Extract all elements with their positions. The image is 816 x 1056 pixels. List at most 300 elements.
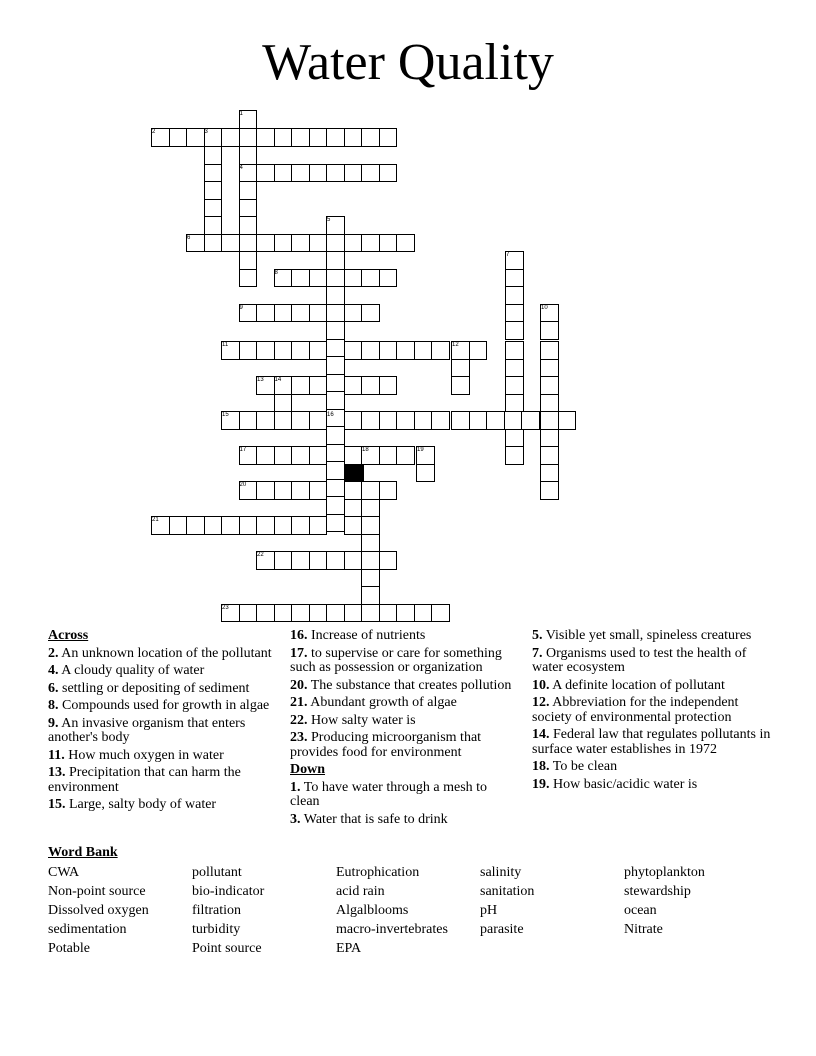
grid-cell[interactable] bbox=[186, 128, 205, 147]
grid-cell[interactable] bbox=[451, 359, 470, 378]
grid-cell[interactable] bbox=[239, 411, 258, 430]
grid-cell[interactable] bbox=[256, 341, 275, 360]
grid-cell[interactable] bbox=[309, 446, 328, 465]
grid-cell[interactable] bbox=[505, 304, 524, 323]
grid-cell[interactable] bbox=[274, 128, 293, 147]
grid-cell[interactable] bbox=[396, 341, 415, 360]
word-bank-item: turbidity bbox=[192, 922, 241, 937]
clue-num: 14. bbox=[532, 727, 550, 742]
word-bank-item: Non-point source bbox=[48, 884, 146, 899]
grid-cell[interactable] bbox=[431, 604, 450, 623]
grid-cell[interactable] bbox=[344, 446, 363, 465]
grid-cell[interactable] bbox=[256, 411, 275, 430]
word-bank-item: Eutrophication bbox=[336, 865, 420, 880]
grid-cell[interactable] bbox=[344, 516, 363, 535]
grid-cell[interactable] bbox=[344, 341, 363, 360]
clue-num: 9. bbox=[48, 715, 59, 731]
grid-cell[interactable] bbox=[396, 604, 415, 623]
grid-cell[interactable] bbox=[396, 234, 415, 253]
grid-cell[interactable] bbox=[505, 429, 524, 448]
grid-cell[interactable] bbox=[344, 481, 363, 500]
grid-cell[interactable] bbox=[505, 269, 524, 288]
clue-num: 18. bbox=[532, 759, 550, 774]
grid-cell[interactable] bbox=[361, 341, 380, 360]
grid-cell[interactable] bbox=[291, 304, 310, 323]
grid-cell[interactable] bbox=[379, 128, 398, 147]
clue-text: Compounds used for growth in algae bbox=[58, 698, 270, 713]
grid-cell[interactable] bbox=[274, 516, 293, 535]
grid-cell[interactable] bbox=[326, 391, 345, 410]
grid-cell[interactable] bbox=[309, 604, 328, 623]
word-bank-item: sedimentation bbox=[48, 922, 127, 937]
clue-number: 1 bbox=[239, 111, 243, 117]
grid-cell[interactable] bbox=[274, 164, 293, 183]
grid-cell[interactable] bbox=[204, 516, 223, 535]
word-bank-item: phytoplankton bbox=[624, 865, 705, 880]
across-clue bbox=[48, 682, 283, 697]
down-clue bbox=[532, 760, 772, 775]
grid-cell[interactable] bbox=[326, 304, 345, 323]
grid-cell[interactable] bbox=[274, 304, 293, 323]
clue-text: to supervise or care for something such as possession or organization bbox=[290, 645, 502, 675]
grid-cell[interactable] bbox=[344, 234, 363, 253]
grid-cell[interactable] bbox=[204, 146, 223, 165]
across-clue-list bbox=[48, 647, 283, 813]
grid-cell[interactable] bbox=[504, 411, 523, 430]
clue-text: The substance that creates pollution bbox=[307, 677, 512, 693]
clue-text: Producing microorganism that provides food for environment bbox=[290, 730, 482, 760]
grid-cell[interactable] bbox=[558, 411, 577, 430]
clue-num: 3. bbox=[290, 811, 301, 827]
clue-num: 20. bbox=[290, 677, 308, 693]
grid-cell[interactable] bbox=[291, 551, 310, 570]
grid-cell[interactable] bbox=[204, 216, 223, 235]
word-bank-item: filtration bbox=[192, 903, 241, 918]
across-clue bbox=[48, 798, 283, 813]
grid-cell[interactable] bbox=[239, 146, 258, 165]
grid-cell[interactable] bbox=[326, 551, 345, 570]
clue-num: 23. bbox=[290, 730, 308, 745]
grid-cell[interactable] bbox=[326, 604, 345, 623]
grid-cell[interactable] bbox=[239, 181, 258, 200]
across-clue bbox=[48, 664, 283, 679]
word-bank-item: CWA bbox=[48, 865, 80, 880]
grid-cell[interactable] bbox=[291, 481, 310, 500]
grid-cell[interactable] bbox=[396, 411, 415, 430]
word-bank-item: sanitation bbox=[480, 884, 535, 899]
grid-cell[interactable] bbox=[309, 551, 328, 570]
grid-cell[interactable] bbox=[361, 481, 380, 500]
across-clue bbox=[290, 647, 515, 676]
clue-number: 21 bbox=[152, 517, 159, 523]
word-bank-item: Nitrate bbox=[624, 922, 663, 937]
clue-num: 19. bbox=[532, 776, 550, 792]
down-clue bbox=[532, 778, 772, 793]
grid-cell[interactable] bbox=[274, 446, 293, 465]
clue-text: Federal law that regulates pollutants in surface water establishes in 1972 bbox=[532, 727, 771, 757]
grid-cell[interactable] bbox=[204, 199, 223, 218]
grid-cell[interactable] bbox=[309, 481, 328, 500]
grid-cell[interactable] bbox=[540, 359, 559, 378]
grid-cell[interactable] bbox=[540, 321, 559, 340]
grid-cell[interactable] bbox=[344, 604, 363, 623]
grid-cell[interactable] bbox=[256, 234, 275, 253]
grid-cell[interactable] bbox=[239, 604, 258, 623]
clue-number: 5 bbox=[327, 217, 331, 223]
word-bank-item: acid rain bbox=[336, 884, 385, 899]
clue-text: An unknown location of the pollutant bbox=[58, 645, 272, 661]
clue-number: 22 bbox=[257, 552, 264, 558]
clue-number: 4 bbox=[239, 164, 243, 171]
grid-cell[interactable] bbox=[344, 128, 363, 147]
grid-cell[interactable] bbox=[256, 128, 275, 147]
grid-cell[interactable] bbox=[379, 551, 398, 570]
grid-cell[interactable] bbox=[451, 376, 470, 395]
clue-number: 17 bbox=[239, 447, 247, 453]
grid-cell[interactable] bbox=[379, 481, 398, 500]
clue-number: 18 bbox=[362, 447, 369, 453]
grid-cell[interactable] bbox=[361, 516, 380, 535]
grid-cell[interactable] bbox=[291, 164, 310, 183]
grid-cell[interactable] bbox=[361, 534, 380, 553]
grid-cell[interactable] bbox=[361, 569, 380, 588]
grid-cell[interactable] bbox=[505, 321, 524, 340]
grid-cell[interactable] bbox=[431, 341, 450, 360]
grid-cell[interactable] bbox=[309, 516, 328, 535]
grid-cell[interactable] bbox=[239, 199, 258, 218]
grid-cell[interactable] bbox=[221, 234, 240, 253]
down-clue bbox=[532, 696, 772, 725]
grid-cell[interactable] bbox=[505, 341, 524, 360]
grid-cell[interactable] bbox=[326, 321, 345, 340]
grid-cell[interactable] bbox=[540, 394, 559, 413]
word-bank-item: pollutant bbox=[192, 865, 242, 880]
grid-cell[interactable] bbox=[239, 341, 258, 360]
word-bank-item: salinity bbox=[480, 865, 522, 880]
grid-cell[interactable] bbox=[204, 234, 223, 253]
grid-cell[interactable] bbox=[326, 426, 345, 445]
grid-cell[interactable] bbox=[540, 411, 559, 430]
grid-cell[interactable] bbox=[326, 164, 345, 183]
clue-number: 23 bbox=[222, 604, 229, 611]
clue-num: 6. bbox=[48, 680, 59, 696]
word-bank-item: Algalblooms bbox=[336, 903, 409, 918]
grid-cell[interactable] bbox=[379, 341, 398, 360]
grid-cell[interactable] bbox=[274, 604, 293, 623]
grid-cell[interactable] bbox=[256, 604, 275, 623]
clue-text: How salty water is bbox=[307, 712, 416, 728]
grid-cell[interactable] bbox=[291, 269, 310, 288]
clue-number: 7 bbox=[506, 252, 510, 258]
grid-cell[interactable] bbox=[291, 341, 310, 360]
clue-num: 5. bbox=[532, 628, 543, 643]
grid-cell[interactable] bbox=[291, 604, 310, 623]
down-clue bbox=[532, 629, 772, 644]
clue-text: Large, salty body of water bbox=[65, 797, 217, 812]
grid-cell[interactable] bbox=[309, 341, 328, 360]
word-bank-item: Dissolved oxygen bbox=[48, 903, 149, 918]
grid-cell[interactable] bbox=[326, 339, 345, 358]
grid-cell[interactable] bbox=[416, 464, 435, 483]
across-clue bbox=[290, 731, 515, 760]
grid-cell[interactable] bbox=[344, 411, 363, 430]
grid-cell[interactable] bbox=[309, 411, 328, 430]
grid-cell[interactable] bbox=[379, 411, 398, 430]
clue-number: 20 bbox=[239, 482, 247, 488]
clue-text: To have water through a mesh to clean bbox=[290, 779, 488, 809]
grid-cell[interactable] bbox=[309, 234, 328, 253]
grid-cell[interactable] bbox=[414, 341, 433, 360]
grid-cell[interactable] bbox=[256, 164, 275, 183]
grid-cell[interactable] bbox=[414, 411, 433, 430]
grid-cell[interactable] bbox=[239, 234, 258, 253]
grid-cell[interactable] bbox=[540, 341, 559, 360]
clue-text: Abbreviation for the independent society of environmental protection bbox=[532, 695, 739, 725]
grid-cell[interactable] bbox=[309, 269, 328, 288]
grid-cell[interactable] bbox=[326, 514, 345, 533]
word-bank-item: pH bbox=[480, 903, 498, 918]
grid-cell[interactable] bbox=[451, 411, 470, 430]
grid-cell[interactable] bbox=[361, 376, 380, 395]
grid-cell[interactable] bbox=[361, 164, 380, 183]
clue-text: A definite location of pollutant bbox=[549, 677, 725, 693]
grid-cell[interactable] bbox=[326, 269, 345, 288]
clue-text: Precipitation that can harm the environment bbox=[48, 765, 241, 795]
down-clue-list-continued bbox=[532, 629, 772, 792]
grid-cell[interactable] bbox=[326, 286, 345, 305]
down-clue bbox=[532, 647, 772, 676]
grid-cell[interactable] bbox=[239, 216, 258, 235]
clues-column-right bbox=[532, 629, 772, 795]
clue-text: To be clean bbox=[549, 759, 618, 774]
clue-num: 13. bbox=[48, 765, 66, 780]
grid-cell[interactable] bbox=[344, 376, 363, 395]
grid-cell[interactable] bbox=[486, 411, 505, 430]
across-heading: Across bbox=[48, 628, 89, 643]
word-bank-item: ocean bbox=[624, 903, 657, 918]
word-bank-item: Potable bbox=[48, 941, 90, 956]
grid-cell[interactable] bbox=[505, 286, 524, 305]
down-clue bbox=[290, 813, 515, 828]
clue-num: 10. bbox=[532, 677, 550, 693]
clue-number: 6 bbox=[187, 234, 191, 241]
grid-cell[interactable] bbox=[169, 516, 188, 535]
grid-cell[interactable] bbox=[169, 128, 188, 147]
grid-cell[interactable] bbox=[239, 128, 258, 147]
grid-cell[interactable] bbox=[274, 341, 293, 360]
clue-number: 19 bbox=[417, 447, 424, 453]
clue-text: Water that is safe to drink bbox=[300, 811, 448, 827]
grid-cell[interactable] bbox=[361, 234, 380, 253]
grid-cell[interactable] bbox=[540, 481, 559, 500]
grid-cell[interactable] bbox=[431, 411, 450, 430]
clue-text: How basic/acidic water is bbox=[549, 776, 698, 792]
word-bank-item: parasite bbox=[480, 922, 524, 937]
grid-cell[interactable] bbox=[326, 251, 345, 270]
grid-cell[interactable] bbox=[291, 516, 310, 535]
grid-cell[interactable] bbox=[414, 604, 433, 623]
clue-text: Increase of nutrients bbox=[307, 628, 426, 643]
across-clue bbox=[48, 699, 283, 714]
grid-cell[interactable] bbox=[344, 551, 363, 570]
grid-cell[interactable] bbox=[540, 376, 559, 395]
grid-cell[interactable] bbox=[344, 304, 363, 323]
clue-number: 12 bbox=[452, 342, 459, 348]
grid-cell[interactable] bbox=[361, 128, 380, 147]
grid-cell[interactable] bbox=[361, 304, 380, 323]
clue-num: 12. bbox=[532, 695, 550, 710]
grid-cell[interactable] bbox=[291, 446, 310, 465]
grid-cell[interactable] bbox=[396, 446, 415, 465]
grid-cell[interactable] bbox=[540, 446, 559, 465]
page-title: Water Quality bbox=[262, 34, 554, 91]
clue-num: 11. bbox=[48, 747, 65, 763]
grid-cell[interactable] bbox=[309, 128, 328, 147]
grid-cell[interactable] bbox=[291, 376, 310, 395]
grid-cell[interactable] bbox=[274, 411, 293, 430]
clue-text: An invasive organism that enters another's body bbox=[48, 715, 246, 745]
grid-cell[interactable] bbox=[204, 164, 223, 183]
grid-cell[interactable] bbox=[309, 376, 328, 395]
clue-text: Organisms used to test the health of water ecosystem bbox=[532, 645, 747, 675]
grid-cell[interactable] bbox=[521, 411, 540, 430]
clue-num: 15. bbox=[48, 797, 66, 812]
grid-cell[interactable] bbox=[505, 359, 524, 378]
grid-cell[interactable] bbox=[361, 499, 380, 518]
grid-cell[interactable] bbox=[256, 446, 275, 465]
grid-cell[interactable] bbox=[291, 411, 310, 430]
down-clue bbox=[532, 728, 772, 757]
clue-text: Abundant growth of algae bbox=[307, 695, 457, 710]
grid-cell[interactable] bbox=[361, 551, 380, 570]
clue-number: 3 bbox=[204, 129, 208, 135]
grid-cell[interactable] bbox=[256, 481, 275, 500]
grid-cell[interactable] bbox=[326, 496, 345, 515]
clue-number: 9 bbox=[239, 304, 243, 311]
grid-cell[interactable] bbox=[505, 446, 524, 465]
clues-column-left bbox=[48, 629, 283, 816]
grid-cell[interactable] bbox=[239, 251, 258, 270]
clue-num: 1. bbox=[290, 779, 301, 795]
clue-num: 17. bbox=[290, 645, 308, 661]
clue-number: 10 bbox=[541, 304, 548, 311]
grid-cell[interactable] bbox=[291, 128, 310, 147]
word-bank-item: macro-invertebrates bbox=[336, 922, 448, 937]
clue-number: 15 bbox=[222, 412, 229, 418]
grid-cell[interactable] bbox=[274, 234, 293, 253]
clue-num: 8. bbox=[48, 698, 59, 713]
word-bank-item: EPA bbox=[336, 941, 362, 956]
across-clue bbox=[290, 696, 515, 711]
clue-number: 14 bbox=[274, 377, 282, 383]
grid-cell[interactable] bbox=[326, 461, 345, 480]
grid-cell[interactable] bbox=[291, 234, 310, 253]
grid-cell[interactable] bbox=[326, 356, 345, 375]
down-clue-list bbox=[290, 781, 515, 828]
grid-cell[interactable] bbox=[326, 374, 345, 393]
grid-cell[interactable] bbox=[379, 234, 398, 253]
grid-cell[interactable] bbox=[379, 164, 398, 183]
clue-text: Visible yet small, spineless creatures bbox=[542, 628, 752, 643]
grid-cell[interactable] bbox=[469, 411, 488, 430]
clue-number: 8 bbox=[274, 269, 278, 276]
clue-number: 11 bbox=[222, 342, 229, 348]
grid-cell[interactable] bbox=[309, 304, 328, 323]
grid-cell[interactable] bbox=[274, 551, 293, 570]
grid-cell[interactable] bbox=[379, 604, 398, 623]
grid-cell[interactable] bbox=[309, 164, 328, 183]
grid-cell[interactable] bbox=[361, 269, 380, 288]
grid-cell[interactable] bbox=[344, 269, 363, 288]
across-clue bbox=[290, 679, 515, 694]
grid-cell[interactable] bbox=[239, 269, 258, 288]
grid-cell[interactable] bbox=[326, 234, 345, 253]
down-clue bbox=[290, 781, 515, 810]
clue-num: 16. bbox=[290, 628, 308, 643]
word-bank-item: bio-indicator bbox=[192, 884, 265, 899]
grid-cell[interactable] bbox=[505, 376, 524, 395]
grid-cell[interactable] bbox=[204, 181, 223, 200]
word-bank-heading: Word Bank bbox=[48, 845, 118, 860]
grid-cell[interactable] bbox=[256, 304, 275, 323]
clue-number: 16 bbox=[327, 412, 334, 418]
clue-number: 13 bbox=[257, 377, 264, 383]
down-heading: Down bbox=[290, 762, 326, 777]
clue-num: 7. bbox=[532, 645, 543, 661]
clue-num: 22. bbox=[290, 712, 308, 728]
grid-cell[interactable] bbox=[221, 516, 240, 535]
grid-cell[interactable] bbox=[361, 411, 380, 430]
grid-cell[interactable] bbox=[186, 516, 205, 535]
grid-cell[interactable] bbox=[239, 516, 258, 535]
grid-cell[interactable] bbox=[379, 376, 398, 395]
across-clue bbox=[48, 749, 283, 764]
across-clue bbox=[48, 766, 283, 795]
across-clue bbox=[290, 629, 515, 644]
grid-cell[interactable] bbox=[326, 128, 345, 147]
grid-cell[interactable] bbox=[274, 481, 293, 500]
grid-cell[interactable] bbox=[379, 269, 398, 288]
clue-num: 2. bbox=[48, 645, 59, 661]
down-clue bbox=[532, 679, 772, 694]
across-clue bbox=[290, 714, 515, 729]
grid-cell[interactable] bbox=[344, 164, 363, 183]
clue-num: 21. bbox=[290, 695, 308, 710]
word-bank-item: stewardship bbox=[624, 884, 691, 899]
clue-num: 4. bbox=[48, 663, 59, 678]
grid-cell[interactable] bbox=[361, 604, 380, 623]
clues-column-middle bbox=[290, 629, 515, 830]
across-clue bbox=[48, 717, 283, 746]
clue-text: settling or depositing of sediment bbox=[58, 680, 250, 696]
grid-cell[interactable] bbox=[256, 516, 275, 535]
grid-cell[interactable] bbox=[221, 128, 240, 147]
grid-cell[interactable] bbox=[505, 394, 524, 413]
grid-cell[interactable] bbox=[326, 479, 345, 498]
clue-text: How much oxygen in water bbox=[64, 747, 224, 763]
grid-cell[interactable] bbox=[469, 341, 488, 360]
across-clue bbox=[48, 647, 283, 662]
grid-cell[interactable] bbox=[361, 586, 380, 605]
grid-cell[interactable] bbox=[274, 394, 293, 413]
grid-cell[interactable] bbox=[540, 464, 559, 483]
grid-cell[interactable] bbox=[326, 444, 345, 463]
black-cell bbox=[345, 464, 364, 483]
clue-text: A cloudy quality of water bbox=[58, 663, 205, 678]
clue-number: 2 bbox=[152, 129, 156, 135]
grid-cell[interactable] bbox=[379, 446, 398, 465]
grid-cell[interactable] bbox=[540, 429, 559, 448]
